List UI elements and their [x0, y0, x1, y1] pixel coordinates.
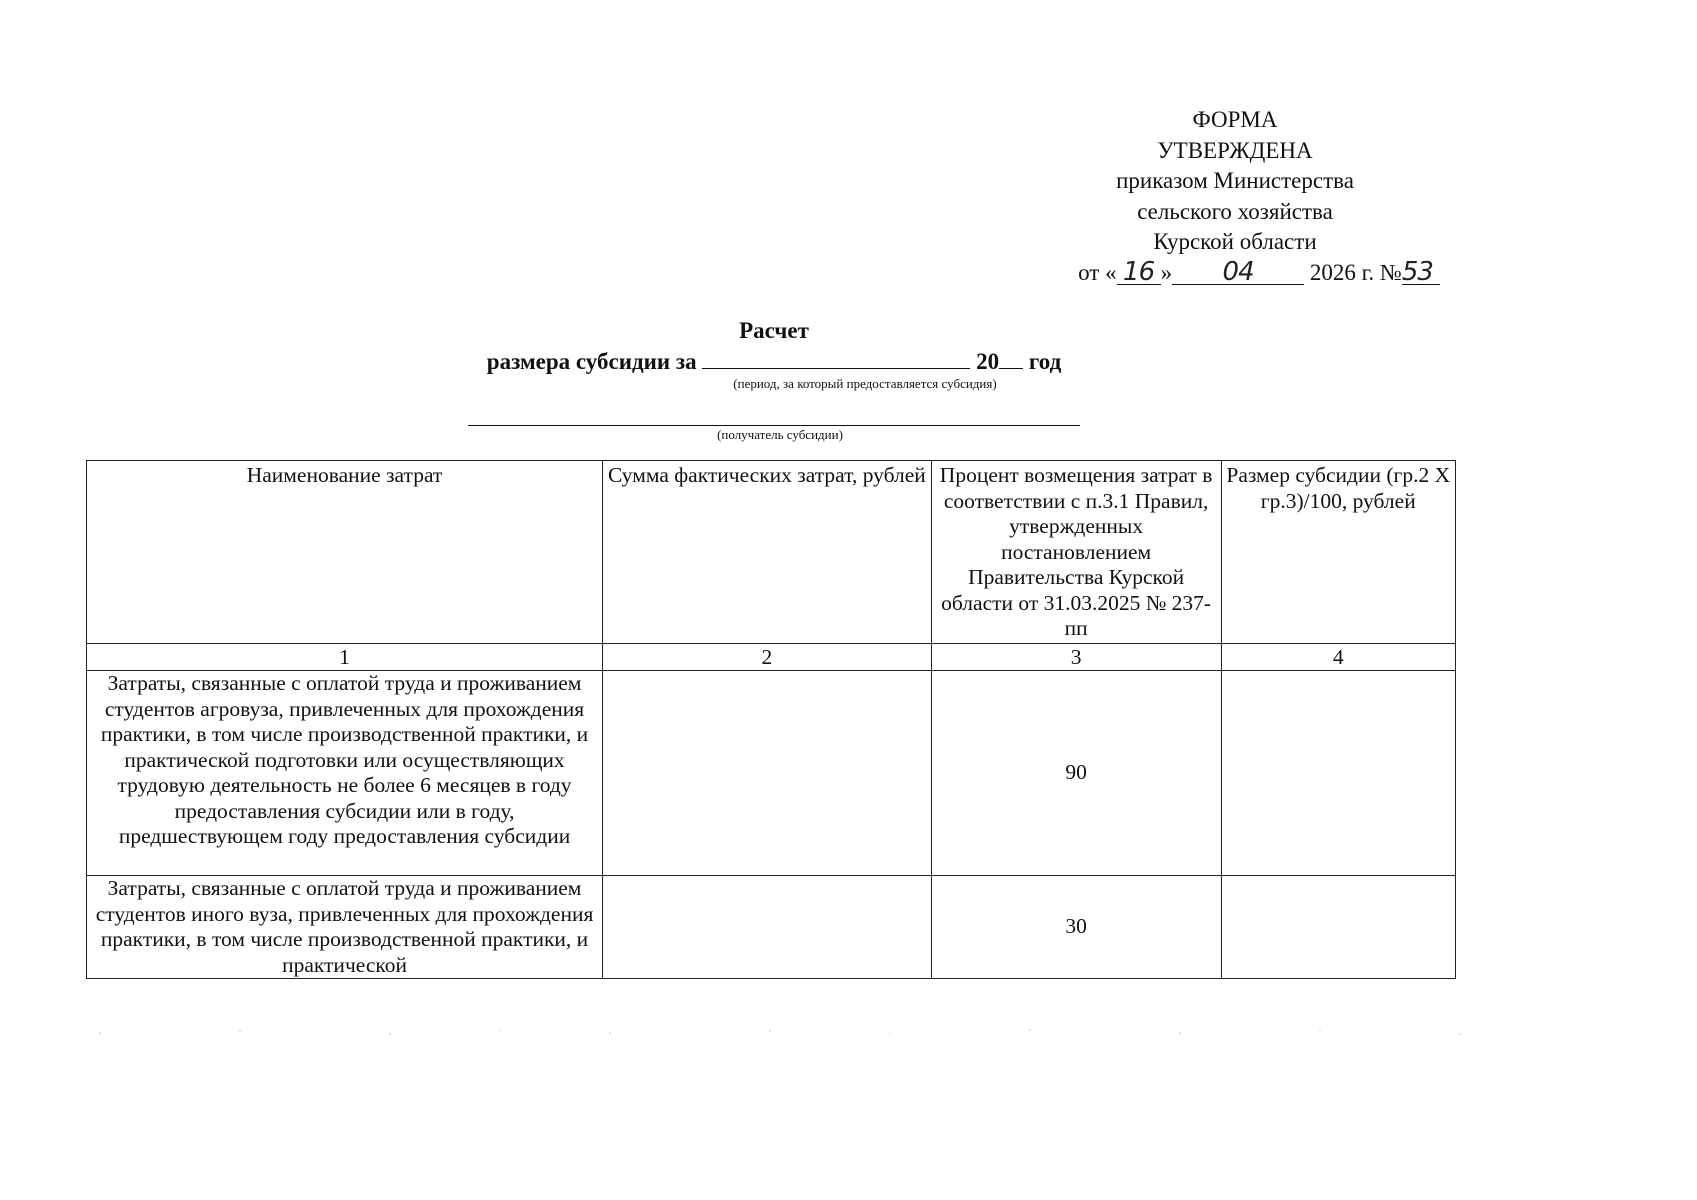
- period-blank-field: [702, 346, 970, 369]
- table-header-row: [87, 461, 1456, 644]
- date-month-field: [1172, 256, 1304, 287]
- year-blank-field: [999, 346, 1023, 369]
- table-row: [87, 876, 1456, 979]
- title-heading: Расчет: [739, 318, 809, 343]
- header-cost-name: Наименование затрат: [87, 461, 603, 644]
- table-row: [87, 671, 1456, 876]
- scan-noise: [80, 1025, 1540, 1045]
- approval-authority-line2: сельского хозяйства: [1137, 198, 1333, 224]
- order-number-handwritten: 53: [1401, 256, 1433, 287]
- actual-costs-cell: [603, 671, 932, 876]
- cost-name-cell: Затраты, связанные с оплатой труда и проживанием студентов агровуза, привлеченных для прохождения практики, в том числе производственной практики, и практической подготовки или осуществляющих трудовую деятельность не более 6 месяцев в году предоставления субсидии или в году, предшествующем году предоставления субсидии: [87, 671, 603, 876]
- reimbursement-percent-cell: 90: [931, 671, 1221, 876]
- recipient-blank-line: [468, 425, 1080, 426]
- recipient-hint: (получатель субсидии): [717, 427, 843, 442]
- cost-name-cell: Затраты, связанные с оплатой труда и проживанием студентов иного вуза, привлеченных для прохождения практики, в том числе производственной практики, и практической: [87, 876, 603, 979]
- order-number-field: [1401, 256, 1440, 287]
- period-hint: (период, за который предоставляется субсидия): [733, 376, 997, 391]
- subsidy-amount-cell: [1221, 671, 1456, 876]
- actual-costs-cell: [603, 876, 932, 979]
- year-prefix: 20: [976, 349, 1000, 374]
- subsidy-calculation-table: [86, 460, 1456, 979]
- header-reimbursement-percent: Процент возмещения затрат в соответствии с п.3.1 Правил, утвержденных постановлением Правительства Курской области от 31.03.2025 № 237-пп: [931, 461, 1221, 644]
- column-number: 3: [931, 644, 1221, 671]
- column-number: 4: [1221, 644, 1456, 671]
- approval-authority-line3: Курской области: [1153, 229, 1317, 254]
- subsidy-amount-cell: [1221, 876, 1456, 979]
- date-month-handwritten: 04: [1222, 256, 1254, 287]
- date-day-field: [1117, 256, 1161, 287]
- year-suffix: год: [1028, 349, 1062, 374]
- column-number: 1: [87, 644, 603, 671]
- reimbursement-percent-cell: 30: [931, 876, 1221, 979]
- date-from-label: от «: [1078, 259, 1117, 285]
- form-label: ФОРМА: [1192, 107, 1278, 132]
- approval-authority-line1: приказом Министерства: [1116, 168, 1354, 193]
- subsidy-period-line: [468, 346, 1080, 375]
- approval-stamp-block: [1000, 105, 1470, 288]
- column-number-row: [87, 644, 1456, 671]
- approval-date-line: [1024, 258, 1494, 289]
- column-number: 2: [603, 644, 932, 671]
- approved-label: УТВЕРЖДЕНА: [1157, 137, 1313, 163]
- date-year-number-label: 2026 г. №: [1309, 259, 1402, 285]
- header-actual-costs: Сумма фактических затрат, рублей: [603, 461, 932, 644]
- date-day-handwritten: 16: [1123, 256, 1155, 287]
- header-subsidy-amount: Размер субсидии (гр.2 X гр.3)/100, рублей: [1221, 461, 1456, 644]
- document-title: [468, 316, 1080, 346]
- date-quote-close: »: [1160, 259, 1173, 285]
- subsidy-prefix: размера субсидии за: [486, 349, 697, 374]
